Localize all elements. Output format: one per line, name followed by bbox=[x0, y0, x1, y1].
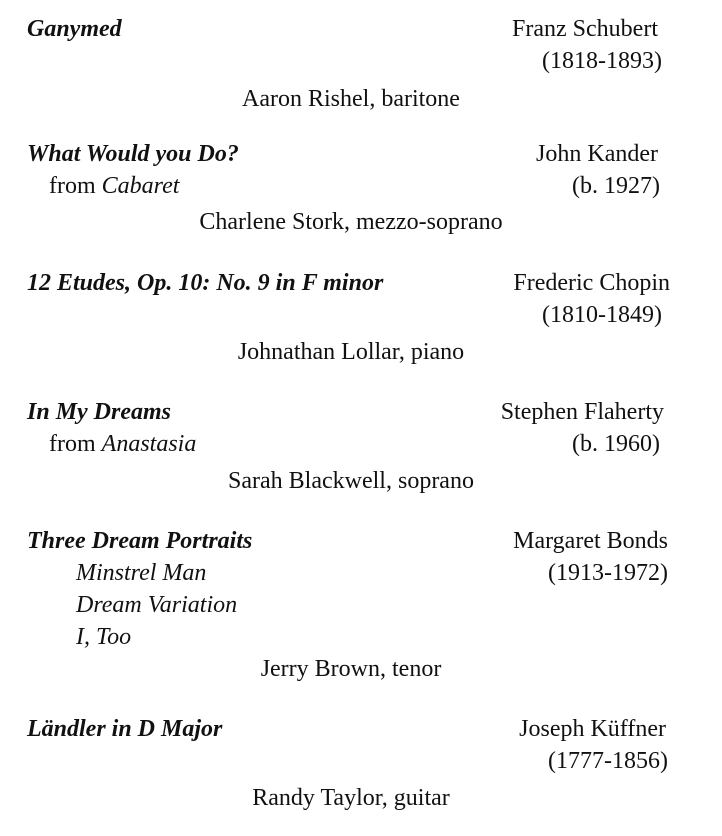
composer-dates: (1777-1856) bbox=[548, 748, 668, 774]
performer: Charlene Stork, mezzo-soprano bbox=[199, 209, 503, 235]
source-work: Cabaret bbox=[101, 173, 180, 199]
source-work: Anastasia bbox=[101, 431, 197, 457]
composer-name: Margaret Bonds bbox=[513, 528, 668, 554]
piece-title: Three Dream Portraits bbox=[27, 528, 253, 554]
piece-title: 12 Etudes, Op. 10: No. 9 in F minor bbox=[27, 270, 384, 296]
composer-dates: (b. 1960) bbox=[572, 431, 660, 457]
performer: Johnathan Lollar, piano bbox=[237, 339, 465, 365]
movement-title: Minstrel Man bbox=[76, 560, 207, 586]
source-prefix: from bbox=[49, 431, 102, 457]
performer: Jerry Brown, tenor bbox=[260, 656, 442, 682]
source-prefix: from bbox=[49, 173, 102, 199]
performer: Randy Taylor, guitar bbox=[252, 785, 450, 811]
performer: Sarah Blackwell, soprano bbox=[228, 468, 474, 494]
composer-name: John Kander bbox=[536, 141, 658, 167]
composer-dates: (1818-1893) bbox=[542, 48, 662, 74]
performer: Aaron Rishel, baritone bbox=[242, 86, 460, 112]
piece-source bbox=[49, 432, 196, 456]
piece-title: Ländler in D Major bbox=[27, 716, 223, 742]
piece-title: Ganymed bbox=[27, 16, 122, 42]
composer-dates: (1913-1972) bbox=[548, 560, 668, 586]
piece-title: In My Dreams bbox=[27, 399, 172, 425]
composer-name: Stephen Flaherty bbox=[500, 399, 664, 425]
composer-dates: (1810-1849) bbox=[542, 302, 662, 328]
movement-title: Dream Variation bbox=[76, 592, 238, 618]
composer-name: Frederic Chopin bbox=[513, 270, 670, 296]
movement-title: I, Too bbox=[76, 624, 132, 650]
piece-source bbox=[49, 174, 179, 198]
piece-title: What Would you Do? bbox=[27, 141, 239, 167]
composer-name: Franz Schubert bbox=[512, 16, 658, 42]
composer-name: Joseph Küffner bbox=[519, 716, 666, 742]
composer-dates: (b. 1927) bbox=[572, 173, 660, 199]
